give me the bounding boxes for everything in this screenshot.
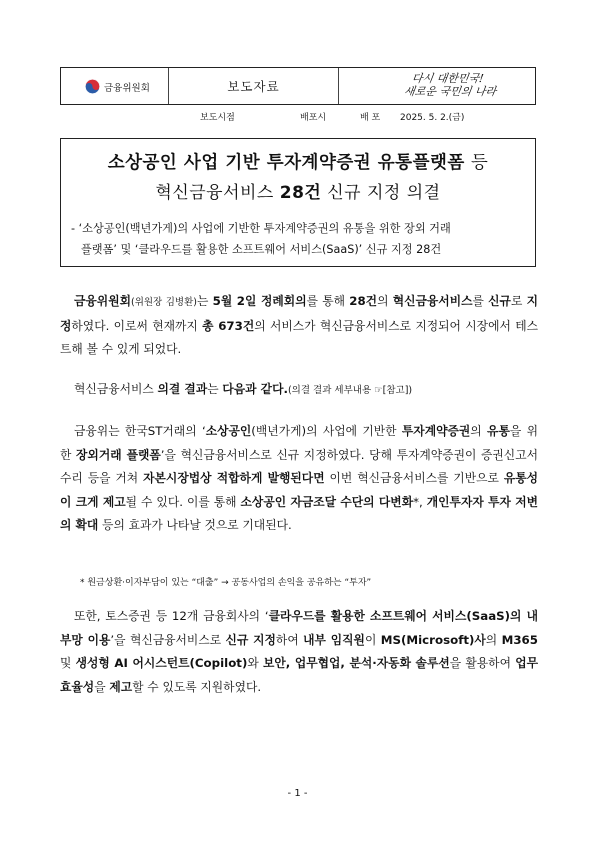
p3-k: 자본시장법상 적합하게 발행된다면 [143, 471, 325, 485]
org-name: 금융위원회 [104, 83, 150, 94]
p1-j: 신규 [488, 294, 511, 308]
p4-d: 신규 지정 [225, 632, 276, 647]
p1-a: 금융위원회 [74, 294, 131, 308]
slogan-cell [339, 68, 535, 104]
title-line1-tail: 등 [464, 153, 489, 173]
p3-e: 투자계약증권 [401, 424, 471, 438]
doc-type-cell [169, 68, 339, 104]
p4-k: 및 [60, 656, 76, 670]
p3-a: 금융위는 한국ST거래의 ‘ [74, 424, 206, 438]
p4-e: 하여 [275, 632, 304, 647]
title-line2-part-a: 혁신금융서비스 [155, 183, 280, 203]
subtitle [71, 218, 521, 260]
slogan-line1: 다시 대한민국! [411, 72, 485, 85]
p3-i: 장외거래 플랫폼 [76, 447, 161, 462]
p3-g: 유통 [487, 424, 510, 438]
title-line1 [61, 149, 535, 174]
p4-f: 내부 임직원 [303, 632, 365, 647]
title-line2-part-c: 신규 지정 의결 [321, 183, 441, 203]
p1-o: 의 서비스가 혁신금융서비스로 지정되어 시장에서 테스트해 볼 수 있게 되었다. [60, 318, 538, 356]
p3-r: 등의 효과가 나타날 것으로 기대된다. [98, 518, 292, 532]
p1-g: 의 [377, 294, 393, 308]
p3-c: (백년가게) [251, 424, 307, 438]
title-box [60, 138, 536, 267]
p1-i: 를 [472, 294, 489, 308]
p3-n: 될 수 있다. 이를 통해 [125, 494, 241, 509]
subtitle-line1: - ‘소상공인(백년가게)의 사업에 기반한 투자계약증권의 유통을 위한 장외 거래 [71, 222, 451, 235]
subtitle-line2: 플랫폼’ 및 ‘클라우드를 활용한 소프트웨어 서비스(SaaS)’ 신규 지정 28건 [81, 243, 442, 256]
slogan-line2: 새로운 국민의 나라 [403, 85, 498, 98]
p1-h: 혁신금융서비스 [392, 294, 473, 308]
press-header [60, 67, 536, 105]
p3-m: 유통성이 크게 제고 [60, 471, 539, 509]
p4-q: 을 [94, 679, 110, 694]
release-date-label: 배 포 [360, 113, 381, 123]
p3-j: ’을 혁신금융서비스로 신규 지정하였다. 당해 투자계약증권이 증권신고서 수리 등을 거쳐 [60, 447, 538, 485]
p4-c: ’을 혁신금융서비스로 [110, 632, 226, 647]
p4-n: 보안, 업무협업, 분석·자동화 솔루션 [262, 656, 450, 670]
p4-s: 할 수 있도록 지원하였다. [132, 679, 262, 694]
p1-d: 5월 2일 정례회의 [212, 294, 307, 308]
p3-b: 소상공인 [205, 424, 252, 438]
p4-b: 클라우드를 활용한 소프트웨어 서비스(SaaS)의 내부망 이용 [60, 609, 538, 647]
p2-c: 는 [207, 382, 223, 396]
p3-p: *, [413, 494, 427, 509]
paragraph-2 [60, 378, 538, 403]
p4-l: 생성형 AI 어시스턴트(Copilot) [75, 656, 248, 670]
p3-h: 을 위한 [60, 424, 538, 462]
p3-f: 의 [470, 424, 488, 438]
p4-j: M365 [501, 632, 538, 647]
paragraph-4 [60, 605, 538, 699]
p4-m: 와 [247, 656, 263, 670]
p4-p: 업무 효율성 [60, 656, 538, 694]
p3-d: 의 사업에 기반한 [306, 424, 402, 438]
p3-l: 이번 혁신금융서비스를 기반으로 [324, 471, 504, 485]
p2-a: 혁신금융서비스 [74, 382, 158, 396]
p4-h: MS(Microsoft)사 [380, 632, 486, 647]
p3-o: 소상공인 자금조달 수단의 다변화 [240, 494, 414, 509]
doc-type: 보도자료 [227, 79, 280, 94]
p3-q: 개인투자자 투자 저변의 확대 [60, 494, 538, 532]
release-time-label: 보도시점 [200, 113, 235, 123]
slogan [403, 72, 499, 98]
p4-r: 제고 [109, 679, 133, 694]
page-number: - 1 - [287, 788, 308, 799]
header-org-cell [61, 68, 169, 104]
p2-e: (의결 결과 세부내용 ☞[참고]) [287, 385, 413, 396]
p1-e: 를 통해 [306, 294, 350, 308]
p1-k: 로 [510, 294, 527, 308]
p2-d: 다음과 같다. [222, 382, 288, 396]
p1-m: 하였다. 이로써 현재까지 [71, 318, 203, 333]
release-distribution-label: 배포시 [300, 113, 327, 123]
paragraph-1 [60, 290, 538, 362]
release-date: 2025. 5. 2.(금) [400, 113, 465, 123]
p1-c: 는 [196, 294, 213, 308]
p2-b: 의결 결과 [157, 382, 208, 396]
title-line1-main: 소상공인 사업 기반 투자계약증권 유통플랫폼 [107, 153, 465, 173]
title-line2-count: 28건 [279, 183, 322, 203]
p1-l: 지정 [60, 294, 538, 333]
paragraph-3 [60, 420, 538, 538]
government-logo-icon [85, 79, 100, 94]
footnote: * 원금상환·이자부담이 있는 “대출” → 공동사업의 손익을 공유하는 “투자” [80, 578, 372, 588]
title-line2 [61, 178, 535, 203]
p1-f: 28건 [349, 294, 378, 308]
p4-g: 이 [364, 632, 381, 647]
p4-o: 을 활용하여 [449, 656, 516, 670]
p1-b: (위원장 김병환) [130, 297, 197, 308]
p4-i: 의 [485, 632, 502, 647]
p1-n: 총 673건 [202, 318, 255, 333]
p4-a: 또한, 토스증권 등 12개 금융회사의 ‘ [74, 609, 269, 623]
